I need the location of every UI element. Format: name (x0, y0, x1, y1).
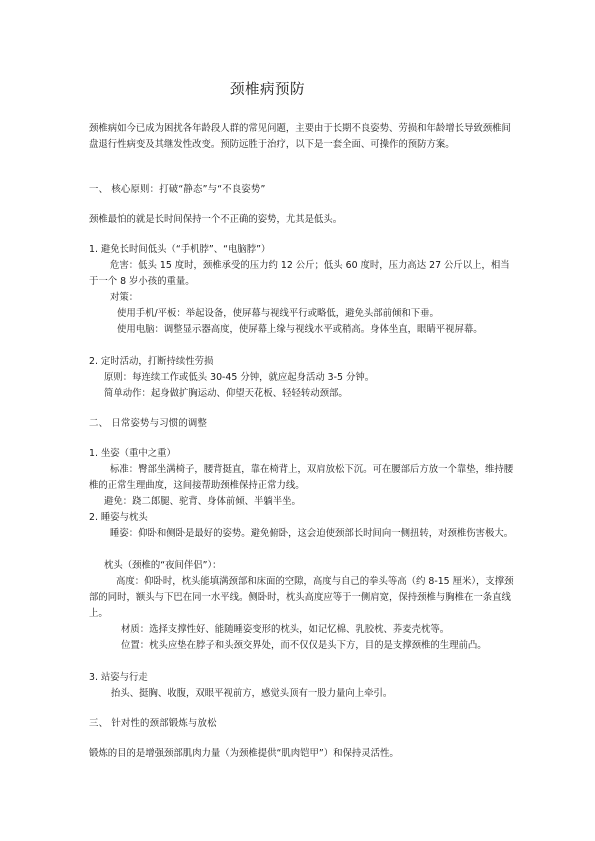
item-1-1-danger: 危害：低头 15 度时，颈椎承受的压力约 12 公斤；低头 60 度时，压力高达 27 公斤以上，相当于一个 8 岁小孩的重量。 (89, 260, 510, 287)
item-2-2-title: 2. 睡姿与枕头 (89, 512, 148, 523)
section-3-lead: 锻炼的目的是增强颈部肌肉力量（为颈椎提供“肌肉铠甲”）和保持灵活性。 (89, 748, 399, 759)
item-1-2-action: 简单动作：起身做扩胸运动、仰望天花板、轻轻转动颈部。 (104, 388, 348, 399)
item-2-1-standard: 标准：臀部坐满椅子，腰背挺直，靠在椅背上，双肩放松下沉。可在腰部后方放一个靠垫，维持腰椎的正常生理曲度，这间接帮助颈椎保持正常力线。 (89, 464, 514, 491)
item-1-1-strategy: 对策： (110, 292, 139, 303)
item-1-1-computer: 使用电脑：调整显示器高度，使屏幕上缘与视线水平或稍高。身体坐直，眼睛平视屏幕。 (117, 324, 483, 335)
item-2-3-title: 3. 站姿与行走 (89, 672, 148, 683)
section-1-lead: 颈椎最怕的就是长时间保持一个不正确的姿势，尤其是低头。 (89, 214, 343, 225)
item-1-2-title: 2. 定时活动，打断持续性劳损 (89, 356, 214, 367)
item-1-1-phone: 使用手机/平板：举起设备，使屏幕与视线平行或略低，避免头部前倾和下垂。 (117, 308, 439, 319)
item-2-1-title: 1. 坐姿（重中之重） (89, 448, 176, 459)
item-2-2-position: 位置：枕头应垫在脖子和头颈交界处，而不仅仅是头下方，目的是支撑颈椎的生理前凸。 (121, 640, 487, 651)
section-3-heading: 三、 针对性的颈部锻炼与放松 (89, 718, 217, 729)
item-2-2-material: 材质：选择支撑性好、能随睡姿变形的枕头，如记忆棉、乳胶枕、荞麦壳枕等。 (121, 624, 450, 635)
item-1-2-principle: 原则：每连续工作或低头 30-45 分钟，就应起身活动 3-5 分钟。 (104, 372, 375, 383)
item-2-2-pillow: 枕头（颈椎的“夜间伴侣”）： (104, 560, 222, 571)
item-2-2-posture: 睡姿：仰卧和侧卧是最好的姿势。避免俯卧，这会迫使颈部长时间向一侧扭转，对颈椎伤害极大。 (110, 528, 514, 539)
item-1-1-title: 1. 避免长时间低头（“手机脖”、“电脑脖”） (89, 244, 271, 255)
item-2-2-height: 高度：仰卧时，枕头能填满颈部和床面的空隙，高度与自己的拳头等高（约 8-15 厘米），支撑颈部的同时，额头与下巴在同一水平线。侧卧时，枕头高度应等于一侧肩宽，保持颈椎与胸椎在一条直线上。 (89, 576, 514, 619)
item-2-3-text: 抬头、挺胸、收腹，双眼平视前方，感觉头顶有一股力量向上牵引。 (111, 688, 393, 699)
section-1-heading: 一、 核心原则：打破“静态”与“不良姿势” (89, 184, 266, 195)
item-2-1-avoid: 避免：跷二郎腿、驼背、身体前倾、半躺半坐。 (104, 496, 301, 507)
intro-paragraph: 颈椎病如今已成为困扰各年龄段人群的常见问题，主要由于长期不良姿势、劳损和年龄增长导致颈椎间盘退行性病变及其继发性改变。预防远胜于治疗，以下是一套全面、可操作的预防方案。 (89, 123, 511, 150)
document-title: 颈椎病预防 (230, 82, 305, 98)
section-2-heading: 二、 日常姿势与习惯的调整 (89, 418, 208, 429)
